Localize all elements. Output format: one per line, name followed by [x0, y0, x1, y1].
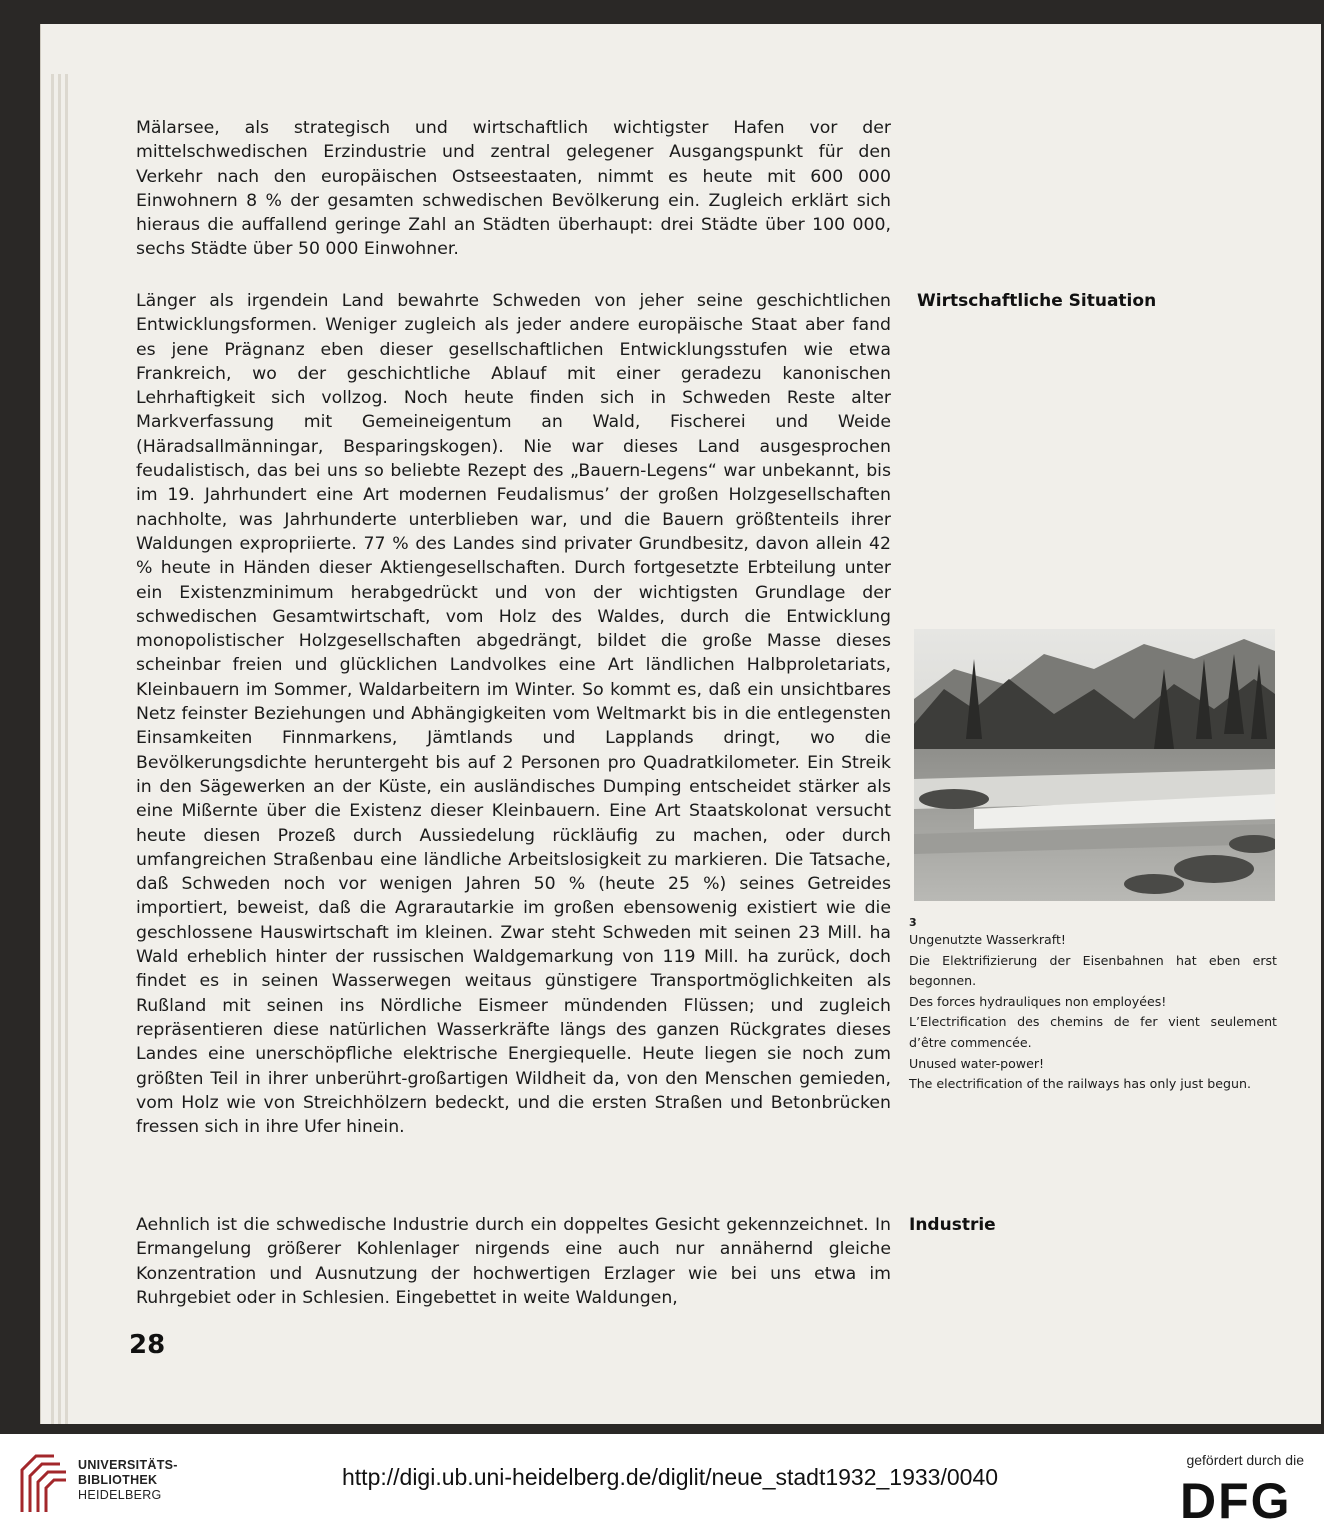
library-name-line1: UNIVERSITÄTS-	[78, 1458, 178, 1472]
paragraph-economy: Länger als irgendein Land bewahrte Schweden von jeher seine geschichtlichen Entwicklungsformen. Weniger zugleich als jeder andere europäische Staat aber fand es jene Prägnanz eben dieser gesellschaftlichen Entwicklungsstufen wie etwa Frankreich, wo der geschichtliche Ablauf mit einer geradezu kanonischen Lehrhaftigkeit sich vollzog. Noch heute finden sich in Schweden Reste alter Markverfassung mit Gemeineigentum an Wald, Fischerei und Weide (Häradsallmänningar, Besparingskogen). Nie war dieses Land ausgesprochen feudalistisch, das bei uns so beliebte Rezept des „Bauern-Legens“ war unbekannt, bis im 19. Jahrhundert eine Art modernen Feudalismus’ der großen Holzgesellschaften nachholte, was Jahrhunderte unterblieben war, und die Bauern größtenteils ihrer Waldungen expropriierte. 77 % des Landes sind privater Grundbesitz, davon allein 42 % heute in Händen dieser Aktiengesellschaften. Durch fortgesetzte Erbteilung unter ein Existenzminimum herabgedrückt und von der wichtigsten Grundlage der schwedischen Gesamtwirtschaft, vom Holz des Waldes, durch die Entwicklung monopolistischer Holzgesellschaften abgedrängt, bildet die große Masse dieses scheinbar freien und glücklichen Landvolkes eine Art ländlichen Halbproletariats, Kleinbauern im Sommer, Waldarbeitern im Winter. So kommt es, daß ein unsichtbares Netz feinster Beziehungen und Abhängigkeiten vom Weltmarkt bis in die entlegensten Einsamkeiten Finnmarkens, Jämtlands und Lapplands dringt, wo die Bevölkerungsdichte heruntergeht bis auf 2 Personen pro Quadratkilometer. Ein Streik in den Sägewerken an der Küste, ein ausländisches Dumping entscheidet stärker als eine Mißernte über die Existenz dieser Kleinbauern. Eine Art Staatskolonat versucht heute diesen Prozeß durch Aussiedelung rückläufig zu machen, oder durch umfangreichen Straßenbau eine ländliche Arbeitslosigkeit zu markieren. Die Tatsache, daß Schweden noch vor wenigen Jahren 50 % (heute 25 %) seines Getreides importiert, beweist, daß die Agrarautarkie im großen ebensowenig existiert wie die geschlossene Hauswirtschaft im kleinen. Zwar steht Schweden mit seinen 23 Mill. ha Wald erheblich hinter der russischen Waldgemarkung von 119 Mill. ha zurück, doch findet es in seinen Wasserwegen weitaus günstigere Transportmöglichkeiten als Rußland mit seinen ins Nördliche Eismeer mündenden Flüssen; und zugleich repräsentieren diese natürlichen Wasserkräfte längs des ganzen Rückgrates dieses Landes eine unerschöpfliche elektrische Energiequelle. Heute liegen sie noch zum größten Teil in ihrer unberührt-großartigen Wildheit da, von den Menschen gemieden, vom Holz wie von Streichhölzern bedeckt, und die ersten Straßen und Betonbrücken fressen sich in ihre Ufer hinein.	[136, 291, 891, 1138]
caption-fr-title: Des forces hydrauliques non employées!	[909, 993, 1167, 1009]
library-name-line3: HEIDELBERG	[78, 1488, 162, 1502]
page-edge	[58, 74, 61, 1424]
caption-de-title: Ungenutzte Wasserkraft!	[909, 932, 1066, 947]
caption-en-title: Unused water-power!	[909, 1055, 1045, 1071]
caption-fr-text: L’Electrification des chemins de fer vient seulement d’être commencée.	[909, 1014, 1277, 1050]
footer-bar	[0, 1434, 1324, 1533]
figure-caption	[909, 916, 1277, 1095]
dfg-logo: DFG	[1180, 1473, 1292, 1529]
library-name-line2: BIBLIOTHEK	[78, 1473, 158, 1487]
library-name	[78, 1458, 178, 1503]
heading-industry: Industrie	[909, 1215, 996, 1235]
permalink-url[interactable]: http://digi.ub.uni-heidelberg.de/diglit/neue_stadt1932_1933/0040	[342, 1464, 999, 1490]
funded-by-label: gefördert durch die	[1186, 1452, 1304, 1468]
heading-economy: Wirtschaftliche Situation	[917, 291, 1157, 311]
caption-en-text: The electrification of the railways has only just begun.	[909, 1076, 1251, 1092]
page-edge	[65, 74, 68, 1424]
figure-number: 3	[909, 916, 917, 929]
paragraph-industry: Aehnlich ist die schwedische Industrie durch ein doppeltes Gesicht gekennzeichnet. In Ermangelung größerer Kohlenlager nirgends eine auch nur annähernd gleiche Konzentration und Ausnutzung der hochwertigen Erzlager wie bei uns etwa im Ruhrgebiet oder in Schlesien. Eingebettet in weite Waldungen,	[136, 1215, 891, 1308]
caption-de-text: Die Elektrifizierung der Eisenbahnen hat eben erst begonnen.	[909, 952, 1277, 989]
book-page	[40, 24, 1321, 1424]
library-logo-icon	[14, 1448, 70, 1518]
page-edge	[51, 74, 54, 1424]
paragraph-intro: Mälarsee, als strategisch und wirtschaftlich wichtigster Hafen vor der mittelschwedischen Erzindustrie und zentral gelegener Ausgangspunkt für den Verkehr nach den europäischen Ostseestaaten, nimmt es heute mit 600 000 Einwohnern 8 % der gesamten schwedischen Bevölkerung ein. Zugleich erklärt sich hieraus die auffallend geringe Zahl an Städten überhaupt: drei Städte über 100 000, sechs Städte über 50 000 Einwohner.	[136, 118, 891, 260]
waterfall-photo	[914, 629, 1275, 901]
page-number: 28	[129, 1330, 166, 1360]
